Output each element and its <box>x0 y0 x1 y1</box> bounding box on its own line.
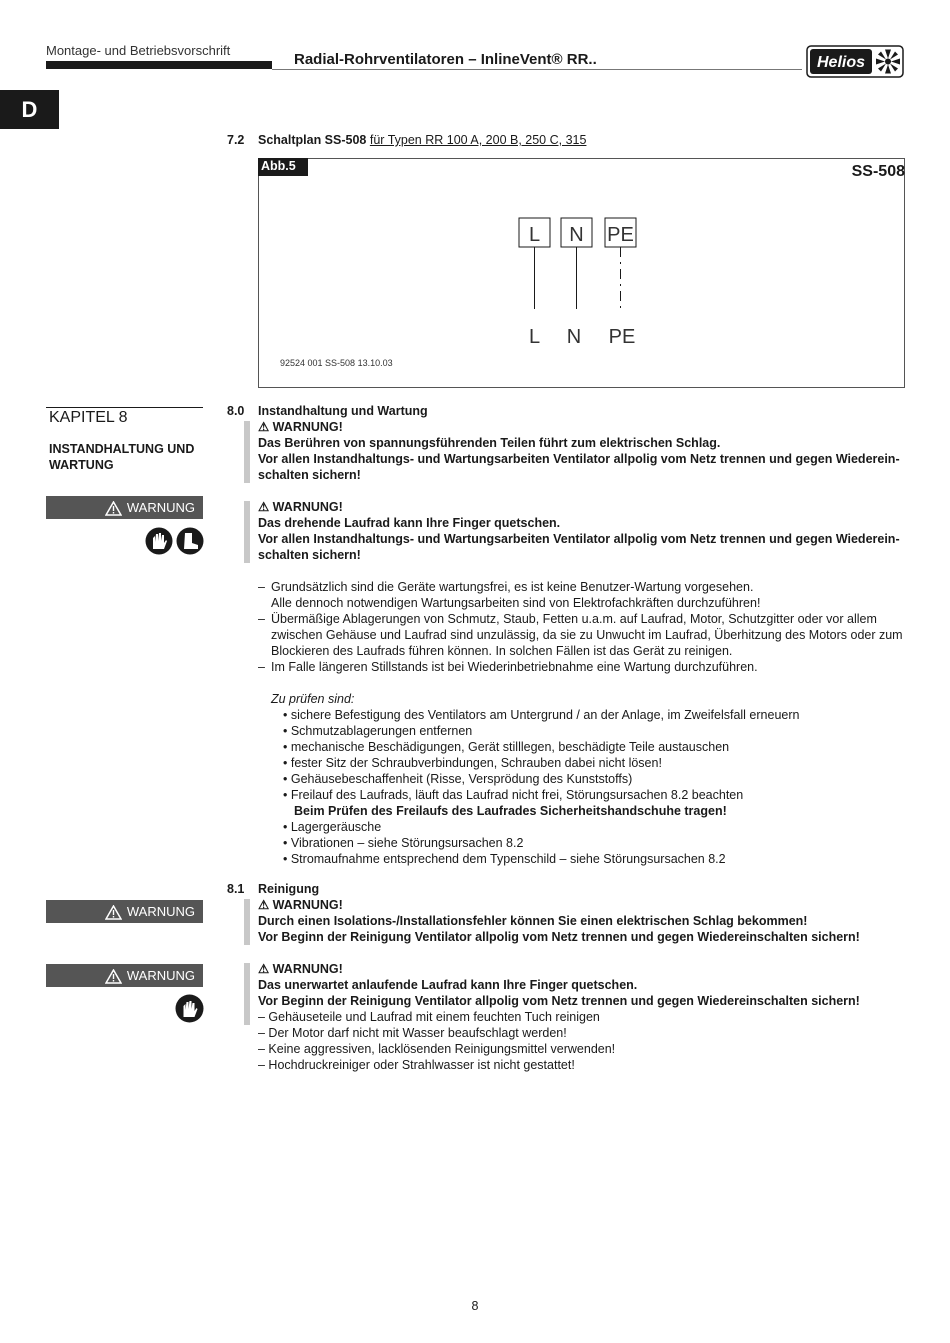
check-item: • Stromaufnahme entsprechend dem Typenschild – siehe Störungsursachen 8.2 <box>283 852 726 866</box>
warning-line: schalten sichern! <box>258 468 361 482</box>
list-item-line: Alle dennoch notwendigen Wartungsarbeiten sind von Elektrofachkräften durchzuführen! <box>271 596 761 610</box>
cleaning-item: – Gehäuseteile und Laufrad mit einem feuchten Tuch reinigen <box>258 1010 600 1024</box>
warning-label <box>46 496 203 519</box>
chapter-rule <box>46 407 203 408</box>
warning-bar <box>244 421 250 483</box>
section-title: Schaltplan SS-508 <box>258 133 367 147</box>
output-label-n: N <box>566 326 582 348</box>
check-item: • mechanische Beschädigungen, Gerät stilllegen, beschädigte Teile austauschen <box>283 740 730 754</box>
check-item: • Gehäusebeschaffenheit (Risse, Versprödung des Kunststoffs) <box>283 772 633 786</box>
warning-line: Durch einen Isolations-/Installationsfehler können Sie einen elektrischen Schlag bekommen! <box>258 914 808 928</box>
warning-label-text: WARNUNG <box>126 904 195 919</box>
warning-heading: ⚠ WARNUNG! <box>258 420 343 434</box>
list-item: – Im Falle längeren Stillstands ist bei Wiederinbetriebnahme eine Wartung durchzuführen. <box>258 659 906 675</box>
check-item: • Schmutzablagerungen entfernen <box>283 724 473 738</box>
terminal-schematic <box>510 212 650 352</box>
header-rule <box>272 69 802 70</box>
section-subtitle: für Typen RR 100 A, 200 B, 250 C, 315 <box>369 133 587 147</box>
chapter-title: KAPITEL 8 <box>49 409 128 426</box>
warning-line: Das drehende Laufrad kann Ihre Finger quetschen. <box>258 516 561 530</box>
warning-label <box>46 964 203 987</box>
warning-line: Vor Beginn der Reinigung Ventilator allpolig vom Netz trennen und gegen Wiedereinschalten sichern! <box>258 930 860 944</box>
document-type: Montage- und Betriebsvorschrift <box>46 43 231 58</box>
chapter-subtitle: INSTANDHALTUNG UND WARTUNG <box>49 442 195 472</box>
check-note: Beim Prüfen des Freilaufs des Laufrades Sicherheitshandschuhe tragen! <box>294 804 727 818</box>
terminal-label-n: N <box>569 224 584 246</box>
list-item-line: zwischen Gehäuse und Laufrad sind unzulässig, da sie zu Unwucht im Laufrad, Überhitzung des Motors oder zum <box>271 628 903 642</box>
logo-text: Helios <box>816 54 866 71</box>
warning-label-text: WARNUNG <box>126 500 195 515</box>
list-item: – Grundsätzlich sind die Geräte wartungsfrei, es ist keine Benutzer-Wartung vorgesehen. Alle dennoch notwendigen Wartungsarbeiten sind von Elektrofachkräften durchzuführen! <box>258 579 906 611</box>
warning-label <box>46 900 203 923</box>
warning-text <box>258 897 908 945</box>
output-label-l: L <box>528 326 541 348</box>
diagram-footer: 92524 001 SS-508 13.10.03 <box>280 358 393 368</box>
section-number: 8.0 <box>227 404 245 418</box>
warning-triangle-icon <box>105 905 122 920</box>
safety-gloves-icon <box>146 528 173 555</box>
warning-text <box>258 419 908 483</box>
helios-logo <box>806 45 904 78</box>
document-title: Radial-Rohrventilatoren – InlineVent® RR.. <box>294 51 597 68</box>
safety-boots-icon <box>177 528 204 555</box>
warning-triangle-icon <box>105 969 122 984</box>
warning-heading: ⚠ WARNUNG! <box>258 898 343 912</box>
language-tab: D <box>0 90 59 129</box>
terminal-label-l: L <box>528 224 541 246</box>
cleaning-item: – Keine aggressiven, lacklösenden Reinigungsmittel verwenden! <box>258 1042 616 1056</box>
output-label-pe: PE <box>608 326 636 348</box>
warning-text <box>258 499 908 563</box>
cleaning-item: – Der Motor darf nicht mit Wasser beaufschlagt werden! <box>258 1026 567 1040</box>
list-item-line: Blockieren des Laufrads führen können. In solchen Fällen ist das Gerät zu reinigen. <box>271 644 733 658</box>
warning-line: schalten sichern! <box>258 548 361 562</box>
check-list-title: Zu prüfen sind: <box>271 692 355 706</box>
warning-label-text: WARNUNG <box>126 968 195 983</box>
header-bar <box>46 61 272 69</box>
section-number: 7.2 <box>227 133 245 147</box>
cleaning-item: – Hochdruckreiniger oder Strahlwasser ist nicht gestattet! <box>258 1058 575 1072</box>
warning-bar <box>244 963 250 1025</box>
warning-line: Vor allen Instandhaltungs- und Wartungsarbeiten Ventilator allpolig vom Netz trennen und gegen Wiederein- <box>258 452 900 466</box>
warning-line: Vor Beginn der Reinigung Ventilator allpolig vom Netz trennen und gegen Wiedereinschalten sichern! <box>258 994 860 1008</box>
section-number: 8.1 <box>227 882 245 896</box>
diagram-code: SS-508 <box>851 163 905 180</box>
list-item-line: Übermäßige Ablagerungen von Schmutz, Staub, Fetten u.a.m. auf Laufrad, Motor, Schutzgitter oder vor allem <box>271 612 877 626</box>
figure-label: Abb.5 <box>258 158 308 176</box>
check-item: • fester Sitz der Schraubverbindungen, Schrauben dabei nicht lösen! <box>283 756 662 770</box>
warning-bar <box>244 501 250 563</box>
list-item-line: Im Falle längeren Stillstands ist bei Wiederinbetriebnahme eine Wartung durchzuführen. <box>271 660 758 674</box>
ppe-icons <box>145 527 205 555</box>
warning-bar <box>244 899 250 945</box>
warning-line: Vor allen Instandhaltungs- und Wartungsarbeiten Ventilator allpolig vom Netz trennen und gegen Wiederein- <box>258 532 900 546</box>
warning-line: Das unerwartet anlaufende Laufrad kann Ihre Finger quetschen. <box>258 978 638 992</box>
page-number: 8 <box>471 1299 479 1313</box>
section-title: Reinigung <box>258 882 320 896</box>
warning-heading: ⚠ WARNUNG! <box>258 500 343 514</box>
check-item: • Freilauf des Laufrads, läuft das Laufrad nicht frei, Störungsursachen 8.2 beachten <box>283 788 744 802</box>
warning-heading: ⚠ WARNUNG! <box>258 962 343 976</box>
list-item-line: Grundsätzlich sind die Geräte wartungsfrei, es ist keine Benutzer-Wartung vorgesehen. <box>271 580 754 594</box>
safety-gloves-icon <box>175 994 204 1023</box>
warning-line: Das Berühren von spannungsführenden Teilen führt zum elektrischen Schlag. <box>258 436 721 450</box>
check-item: • Lagergeräusche <box>283 820 382 834</box>
check-item: • Vibrationen – siehe Störungsursachen 8.2 <box>283 836 524 850</box>
fan-icon <box>876 50 900 74</box>
check-item: • sichere Befestigung des Ventilators am Untergrund / an der Anlage, im Zweifelsfall erneuern <box>283 708 800 722</box>
list-item: – Übermäßige Ablagerungen von Schmutz, Staub, Fetten u.a.m. auf Laufrad, Motor, Schutzgitter oder vor allem zwischen Gehäuse und Laufrad sind unzulässig, da sie zu Unwucht im Laufrad, Überhitzung des Motors oder zum Blockieren des Laufrads führen können. In solchen Fällen ist das Gerät zu reinigen. <box>258 611 906 659</box>
terminal-label-pe: PE <box>607 224 634 246</box>
warning-triangle-icon <box>105 501 122 516</box>
section-title: Instandhaltung und Wartung <box>258 404 428 418</box>
section-heading <box>258 133 586 147</box>
warning-text <box>258 961 908 1009</box>
